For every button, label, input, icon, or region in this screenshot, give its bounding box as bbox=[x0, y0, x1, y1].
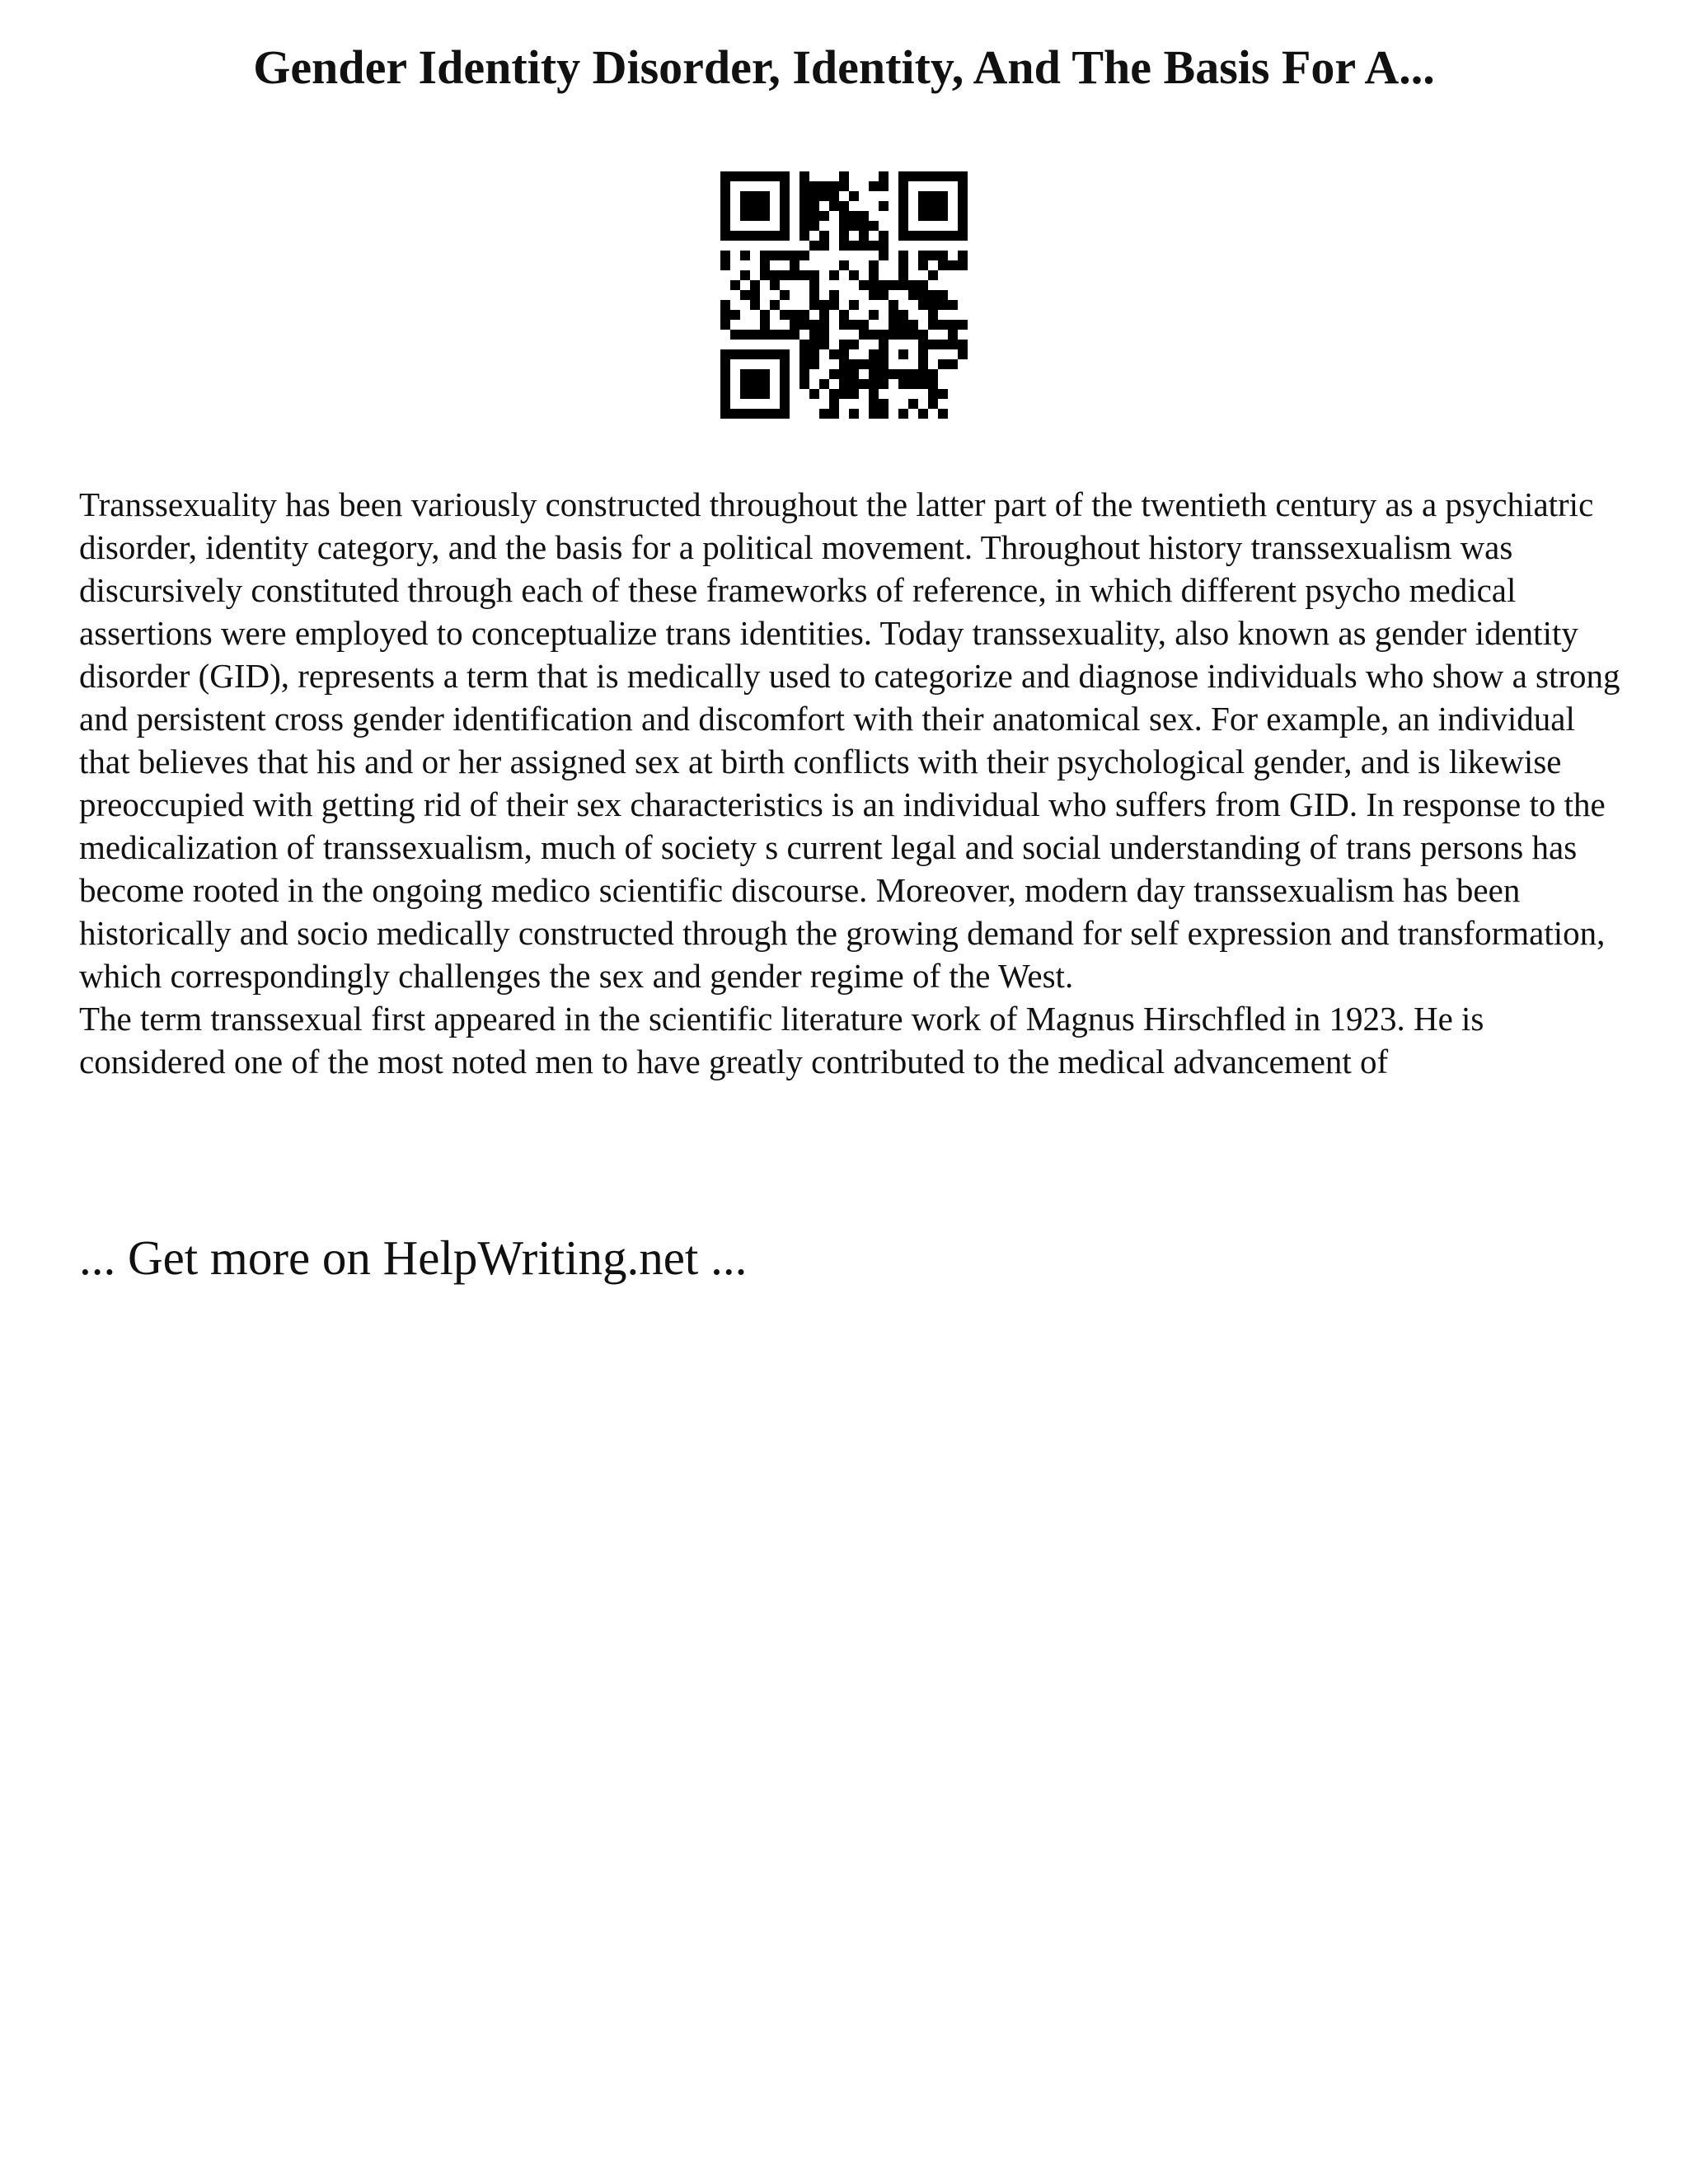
qr-code-icon bbox=[720, 171, 968, 419]
paragraph: The term transsexual first appeared in the scientific literature work of Magnus Hirschfled in 1923. He is considered one of the most noted men to have greatly contributed to the medical advancement of bbox=[79, 1000, 1484, 1080]
get-more-link[interactable]: ... Get more on HelpWriting.net ... bbox=[79, 1230, 748, 1285]
document-title: Gender Identity Disorder, Identity, And The Basis For A... bbox=[253, 40, 1435, 94]
article-body bbox=[79, 483, 1629, 1083]
paragraph: Transsexuality has been variously constructed throughout the latter part of the twentieth century as a psychiatric disorder, identity category, and the basis for a political movement. Throughout history transsexualism was discursively constituted through each of these frameworks of reference, in which different psycho medical assertions were employed to conceptualize trans identities. Today transsexuality, also known as gender identity disorder (GID), represents a term that is medically used to categorize and diagnose individuals who show a strong and persistent cross gender identification and discomfort with their anatomical sex. For example, an individual that believes that his and or her assigned sex at birth conflicts with their psychological gender, and is likewise preoccupied with getting rid of their sex characteristics is an individual who suffers from GID. In response to the medicalization of transsexualism, much of society s current legal and social understanding of trans persons has become rooted in the ongoing medico scientific discourse. Moreover, modern day transsexualism has been historically and socio medically constructed through the growing demand for self expression and transformation, which correspondingly challenges the sex and gender regime of the West. bbox=[79, 485, 1620, 995]
